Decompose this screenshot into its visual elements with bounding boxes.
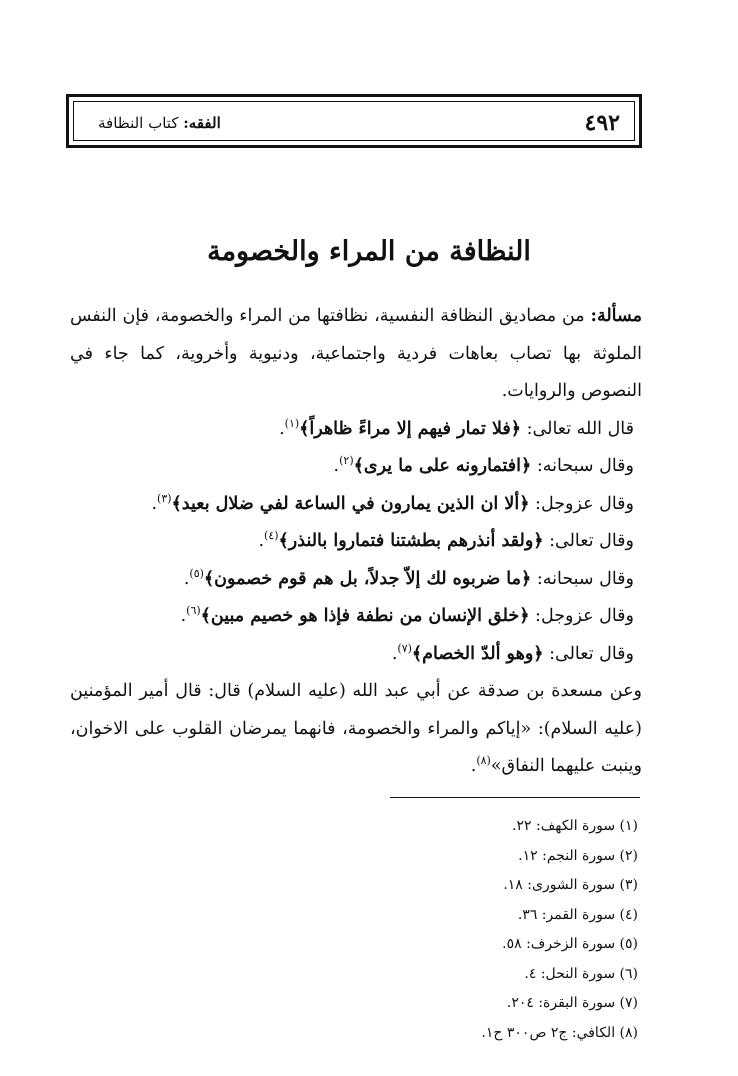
quote-suffix: . — [279, 418, 285, 439]
footnote-ref[interactable]: (٥) — [189, 566, 204, 580]
quote-line — [70, 486, 642, 524]
hadith-paragraph — [70, 673, 642, 786]
page-number: ٤٩٢ — [584, 110, 620, 136]
quote-prefix: قال الله تعالى: — [521, 418, 634, 439]
quote-suffix: . — [258, 531, 265, 551]
footnote-ref[interactable]: (٤) — [264, 529, 279, 543]
quote-line — [70, 411, 642, 449]
quran-verse: ﴿ما ضربوه لك إلاّ جدلاً، بل هم قوم خصمون﴾ — [203, 568, 532, 589]
footnote-item: (٦) سورة النحل: ٤. — [524, 965, 638, 982]
footnote-ref[interactable]: (٧) — [397, 641, 412, 655]
quote-prefix: وقال عزوجل: — [529, 606, 634, 626]
quote-suffix: . — [183, 568, 190, 589]
footnote-item: (١) سورة الكهف: ٢٢. — [512, 818, 638, 834]
issue-label: مسألة: — [590, 306, 642, 326]
footnote-item: (٧) سورة البقرة: ٢٠٤. — [506, 995, 638, 1011]
quran-verse: ﴿ولقد أنذرهم بطشتنا فتماروا بالنذر﴾ — [278, 531, 544, 551]
running-header — [66, 94, 642, 148]
footnote-separator — [390, 797, 640, 798]
quote-line — [70, 561, 642, 599]
hadith-suffix: . — [470, 756, 477, 776]
running-title — [98, 114, 221, 132]
quote-line — [70, 523, 642, 561]
hadith-text: وعن مسعدة بن صدقة عن أبي عبد الله (عليه السلام) قال: قال أمير المؤمنين (عليه السلام): «إياكم والمراء والخصومة، فانهما يمرضان القلوب على الاخوان، وينبت عليهما النفاق» — [70, 681, 642, 776]
quran-verse: ﴿فلا تمار فيهم إلا مراءً ظاهراً﴾ — [299, 418, 522, 439]
quote-prefix: وقال تعالى: — [543, 643, 634, 664]
quran-verse: ﴿ألا ان الذين يمارون في الساعة لفي ضلال بعيد﴾ — [171, 493, 530, 514]
footnote-item: (٢) سورة النجم: ١٢. — [518, 847, 638, 864]
running-title-book: الفقه: — [183, 114, 221, 132]
footnote-ref[interactable]: (٢) — [339, 454, 354, 468]
quote-suffix: . — [180, 606, 187, 626]
quote-prefix: وقال عزوجل: — [529, 493, 634, 514]
footnote-item: (٤) سورة القمر: ٣٦. — [517, 906, 638, 923]
quran-verse: ﴿افتمارونه على ما يرى﴾ — [353, 456, 532, 476]
quote-prefix: وقال تعالى: — [543, 531, 634, 551]
quote-prefix: وقال سبحانه: — [531, 568, 634, 589]
footnote-ref[interactable]: (١) — [284, 416, 300, 430]
running-title-chapter: كتاب النظافة — [98, 114, 184, 132]
quote-suffix: . — [151, 493, 158, 514]
footnote-item: (٣) سورة الشورى: ١٨. — [503, 877, 638, 893]
quran-verse: ﴿خلق الإنسان من نطفة فإذا هو خصيم مبين﴾ — [200, 606, 530, 626]
footnote-item: (٨) الكافي: ج٢ ص٣٠٠ ح١. — [481, 1024, 638, 1041]
quran-verse: ﴿وهو ألدّ الخصام﴾ — [411, 643, 544, 664]
quote-suffix: . — [333, 456, 340, 476]
footnote-item: (٥) سورة الزخرف: ٥٨. — [502, 936, 638, 952]
footnote-ref[interactable]: (٨) — [476, 754, 491, 768]
quote-line — [70, 636, 642, 674]
quote-line — [70, 598, 642, 636]
footnotes — [298, 812, 638, 1048]
footnote-ref[interactable]: (٣) — [157, 491, 172, 505]
intro-text: من مصاديق النظافة النفسية، نظافتها من المراء والخصومة، فإن النفس الملوثة بها تصاب بعاهات فردية واجتماعية، ودنيوية وأخروية، كما جاء في النصوص والروايات. — [70, 306, 642, 401]
intro-paragraph — [70, 298, 642, 411]
body-text — [70, 298, 642, 786]
section-title: النظافة من المراء والخصومة — [207, 236, 531, 267]
footnote-ref[interactable]: (٦) — [186, 604, 201, 618]
header-inner-frame — [73, 101, 635, 141]
quote-suffix: . — [391, 643, 398, 664]
quote-prefix: وقال سبحانه: — [531, 456, 634, 476]
quote-line — [70, 448, 642, 486]
